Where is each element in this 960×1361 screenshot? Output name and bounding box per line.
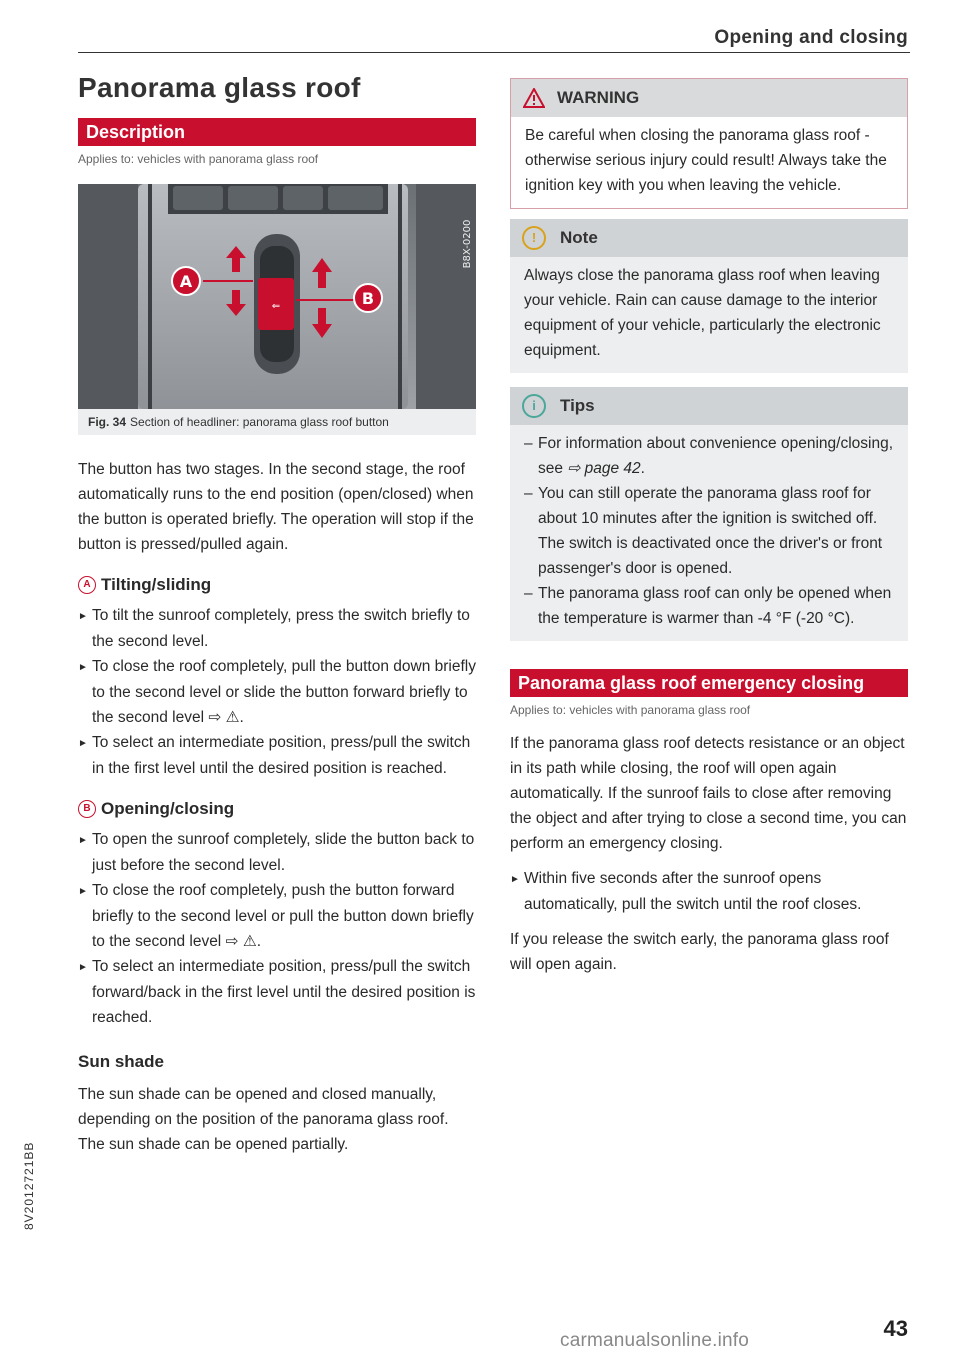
headliner-illustration	[78, 184, 476, 409]
page-reference-link[interactable]: ⇨ page 42	[567, 460, 641, 477]
note-icon: !	[522, 226, 546, 250]
list-item: ► Within five seconds after the sunroof opens automatically, pull the switch until the roof closes.	[510, 870, 862, 913]
document-code: 8V2012721BB	[22, 1141, 36, 1230]
figure-number: Fig. 34	[88, 415, 127, 429]
sunshade-paragraph: The sun shade can be opened and closed manually, depending on the position of the panorama glass roof. The sun shade can be opened partially.	[78, 1086, 449, 1153]
emergency-paragraph: If the panorama glass roof detects resistance or an object in its path while closing, the roof will open again automatically. If the sunroof fails to close after removing the object and after trying to close a second time, you can perform an emergency closing.	[510, 735, 907, 852]
tilting-heading-text: Tilting/sliding	[101, 575, 212, 594]
sunshade-heading: Sun shade	[78, 1052, 164, 1071]
list-item: ► To close the roof completely, push the button forward briefly to the second level or pull the button down briefly to the second level ⇨ ⚠.	[78, 882, 474, 950]
tips-item: – The panorama glass roof can only be opened when the temperature is warmer than -4 °F (-20 °C).	[524, 585, 892, 627]
figure-label-b: B	[361, 289, 375, 308]
svg-text:⇐: ⇐	[271, 301, 281, 312]
figure-headliner	[78, 184, 476, 409]
note-box	[510, 219, 908, 373]
list-item: ► To select an intermediate position, press/pull the switch in the first level until the desired position is reached.	[78, 734, 471, 777]
warning-text: Be careful when closing the panorama glass roof - otherwise serious injury could result! Always take the ignition key with you when leaving the vehicle.	[511, 117, 907, 208]
tips-item: – For information about convenience opening/closing, see ⇨ page 42.	[524, 435, 894, 477]
figure-label-a: A	[179, 272, 193, 291]
tilting-heading	[78, 575, 476, 595]
intro-paragraph: The button has two stages. In the second stage, the roof automatically runs to the end position (open/closed) when the button is operated briefly. The operation will stop if the button is pressed/pulled again.	[78, 461, 474, 553]
tips-body	[510, 425, 908, 641]
opening-heading	[78, 799, 476, 819]
opening-heading-text: Opening/closing	[101, 799, 235, 818]
right-column	[510, 78, 908, 977]
tips-label: Tips	[560, 396, 595, 415]
figure-caption	[78, 409, 476, 435]
warning-header	[511, 79, 907, 117]
emergency-applies: Applies to: vehicles with panorama glass roof	[510, 703, 751, 717]
section-title: Opening and closing	[714, 27, 908, 48]
warning-box	[510, 78, 908, 209]
left-column	[78, 72, 476, 1157]
tips-header	[510, 387, 908, 425]
tips-box	[510, 387, 908, 641]
page-title: Panorama glass roof	[78, 72, 361, 103]
figure-code: B8X-0200	[462, 219, 473, 269]
tips-item: – You can still operate the panorama glass roof for about 10 minutes after the ignition is switched off. The switch is deactivated once the driver's or front passenger's door is opened.	[524, 485, 883, 577]
marker-a: A	[78, 576, 96, 594]
header-rule	[78, 52, 910, 53]
list-item: ► To tilt the sunroof completely, press the switch briefly to the second level.	[78, 607, 470, 650]
note-header	[510, 219, 908, 257]
figure-caption-text: Section of headliner: panorama glass roof button	[130, 415, 389, 429]
applies-note: Applies to: vehicles with panorama glass roof	[78, 152, 319, 166]
note-text: Always close the panorama glass roof when leaving your vehicle. Rain can cause damage to the interior equipment of your vehicle, particularly the electronic equipment.	[510, 257, 908, 373]
list-item: ► To select an intermediate position, press/pull the switch forward/back in the first level until the desired position is reached.	[78, 958, 476, 1026]
list-item: ► To open the sunroof completely, slide the button back to just before the second level.	[78, 831, 475, 874]
warning-label: WARNING	[557, 88, 640, 107]
marker-b: B	[78, 800, 96, 818]
list-item: ► To close the roof completely, pull the button down briefly to the second level or slide the button forward briefly to the second level ⇨ ⚠.	[78, 658, 476, 726]
note-label: Note	[560, 228, 598, 247]
watermark: carmanualsonline.info	[560, 1330, 750, 1351]
info-icon: i	[522, 394, 546, 418]
emergency-note: If you release the switch early, the panorama glass roof will open again.	[510, 931, 889, 973]
emergency-bar: Panorama glass roof emergency closing	[510, 669, 908, 697]
description-bar: Description	[78, 118, 476, 146]
page-number: 43	[883, 1316, 908, 1341]
warning-triangle-icon	[523, 88, 545, 108]
